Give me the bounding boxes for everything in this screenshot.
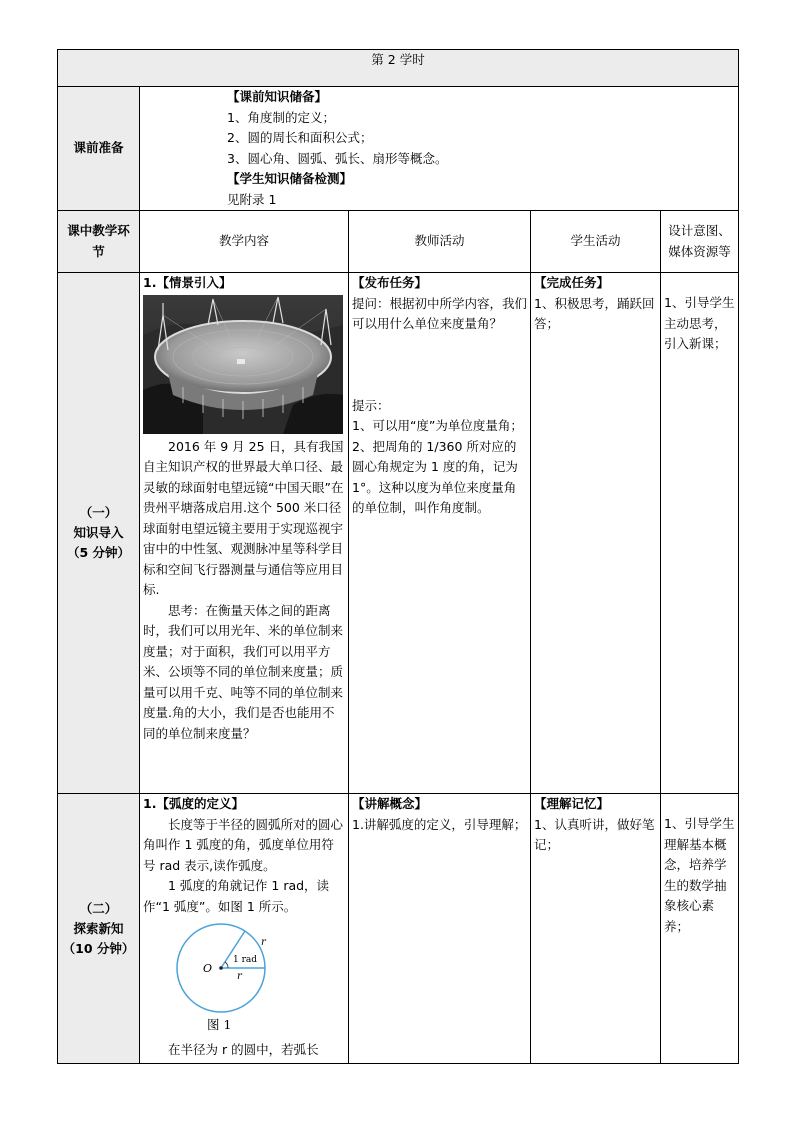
teacher-hint-1: 1、可以用“度”为单位度量角；	[352, 418, 523, 433]
section-1-stage: （一） 知识导入 （5 分钟）	[58, 273, 140, 794]
radian-definition-title: 1.【弧度的定义】	[143, 796, 244, 811]
pre-class-item: 1、角度制的定义；	[227, 109, 335, 125]
design-intent-text: 1、引导学生主动思考，引入新课；	[664, 295, 735, 351]
pre-class-item: 2、圆的周长和面积公式；	[227, 130, 373, 145]
figure-label-1rad: 1 rad	[233, 955, 258, 965]
header-teacher: 教师活动	[349, 211, 531, 273]
figure-label-o: O	[203, 962, 213, 975]
section-2-row	[58, 794, 739, 1064]
pre-class-content	[140, 87, 739, 211]
teacher-hint-2: 2、把周角的 1/360 所对应的圆心角规定为 1 度的角，记为 1°。这种以度为单位来度量角的单位制，叫作角度制。	[352, 438, 518, 515]
header-row	[58, 211, 739, 273]
section-1-content	[140, 273, 349, 794]
spacer	[664, 794, 735, 814]
teacher-question: 提问：根据初中所学内容，我们可以用什么单位来度量角？	[352, 295, 528, 331]
student-activity-text: 1、积极思考，踊跃回答；	[534, 295, 655, 331]
header-stage: 课中教学环节	[58, 211, 140, 273]
fast-telescope-photo	[143, 295, 343, 434]
complete-task-title: 【完成任务】	[534, 275, 610, 290]
spacer	[664, 273, 735, 293]
spacer	[352, 335, 527, 396]
teacher-explain-text: 1.讲解弧度的定义，引导理解；	[352, 816, 527, 832]
pre-class-label: 课前准备	[58, 87, 140, 211]
section-2-student	[531, 794, 661, 1064]
section-1-row	[58, 273, 739, 794]
arc-length-text: 在半径为 r 的圆中，若弧长	[168, 1041, 319, 1057]
teacher-hint-label: 提示：	[352, 397, 390, 413]
section-2-stage: （二） 探索新知 （10 分钟）	[58, 794, 140, 1064]
scene-intro-question: 思考：在衡量天体之间的距离时，我们可以用光年、米的单位制来度量；对于面积，我们可以用平方米、公顷等不同的单位制来度量；质量可以用千克、吨等不同的单位制来度量.角的大小，我们是否也能用不同的单位制来度量？	[143, 602, 344, 741]
section-1-design	[661, 273, 739, 794]
figure-label-r-arc: r	[261, 937, 266, 948]
header-design: 设计意图、媒体资源等	[661, 211, 739, 273]
lesson-plan-table	[57, 49, 739, 1064]
section-1-teacher	[349, 273, 531, 794]
figure-label-r-radius: r	[237, 971, 242, 982]
appendix-ref: 见附录 1	[227, 191, 277, 207]
pre-class-item: 3、圆心角、圆弧、弧长、扇形等概念。	[227, 150, 448, 166]
section-1-student	[531, 273, 661, 794]
pre-class-row	[58, 87, 739, 211]
header-content: 教学内容	[140, 211, 349, 273]
lesson-period-title: 第 2 学时	[58, 50, 739, 87]
figure-caption: 图 1	[207, 1017, 232, 1032]
student-activity-text: 1、认真听讲，做好笔记；	[534, 816, 655, 852]
understand-memorize-title: 【理解记忆】	[534, 796, 610, 811]
header-student: 学生活动	[531, 211, 661, 273]
radian-definition-text: 长度等于半径的圆弧所对的圆心角叫作 1 弧度的角，弧度单位用符号 rad 表示,读作弧度。	[143, 816, 344, 873]
section-2-teacher	[349, 794, 531, 1064]
pre-class-check-heading: 【学生知识储备检测】	[227, 171, 353, 186]
section-2-design	[661, 794, 739, 1064]
title-row	[58, 50, 739, 87]
design-intent-text: 1、引导学生理解基本概念，培养学生的数学抽象核心素养；	[664, 816, 735, 934]
radian-circle-figure	[167, 921, 277, 1015]
publish-task-title: 【发布任务】	[352, 275, 428, 290]
radian-notation-text: 1 弧度的角就记作 1 rad，读作“1 弧度”。如图 1 所示。	[143, 878, 330, 914]
pre-class-heading: 【课前知识储备】	[227, 89, 328, 104]
section-2-content	[140, 794, 349, 1064]
scene-intro-title: 1.【情景引入】	[143, 275, 232, 290]
explain-concept-title: 【讲解概念】	[352, 796, 428, 811]
scene-intro-paragraph: 2016 年 9 月 25 日，具有我国自主知识产权的世界最大单口径、最灵敏的球面射电望远镜“中国天眼”在贵州平塘落成启用.这个 500 米口径球面射电望远镜主要用于实现巡视宇宙中的中性氢、观测脉冲星等科学目标和空间飞行器测量与通信等应用目标.	[143, 438, 344, 597]
